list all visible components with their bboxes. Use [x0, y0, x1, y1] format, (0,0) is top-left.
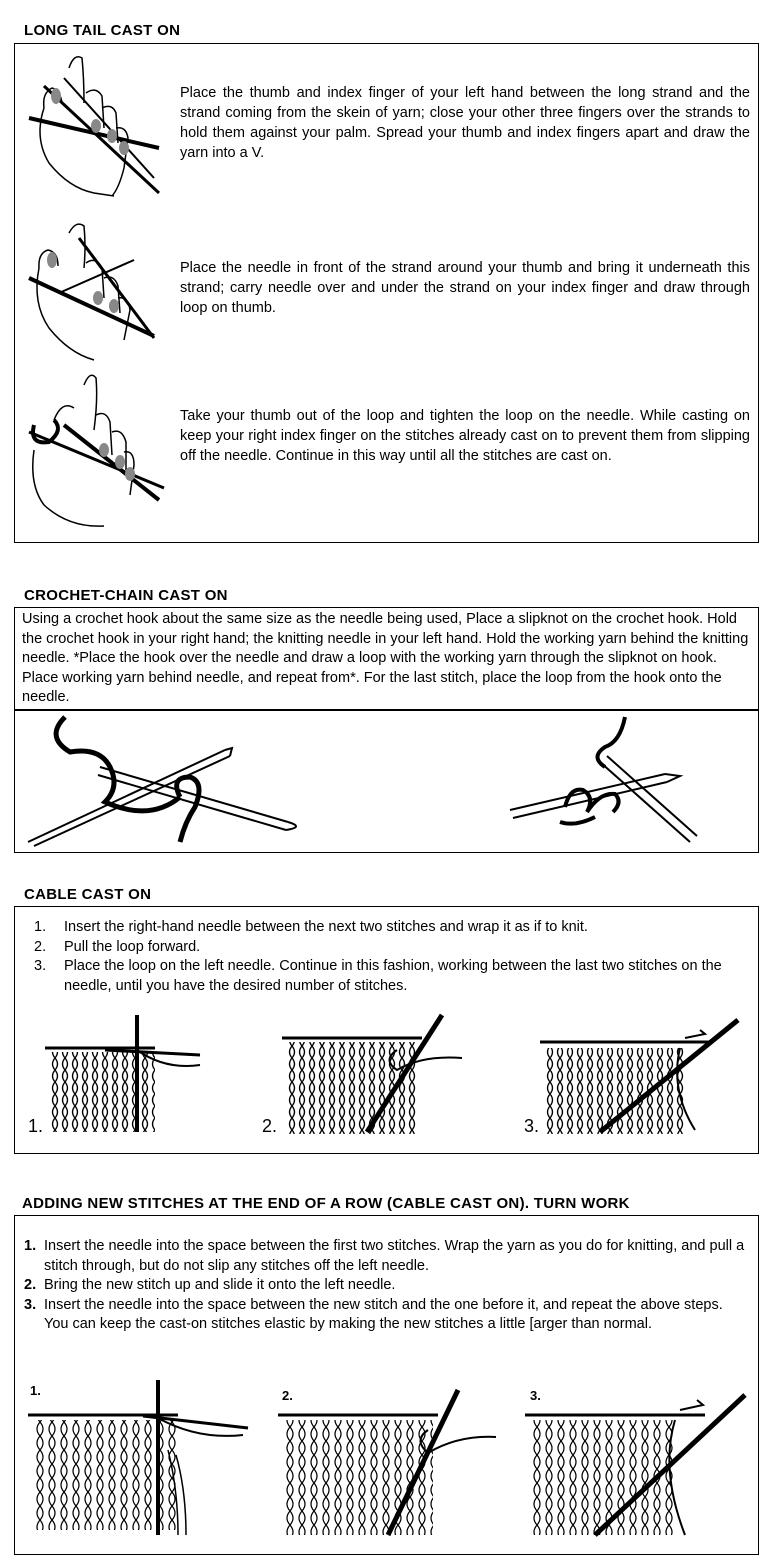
crochet-chain-illustration-1: [20, 712, 310, 850]
adding-figure-label-1: 1.: [30, 1383, 41, 1398]
list-item: [22, 918, 742, 938]
step-number: 1.: [34, 919, 47, 935]
step-text: Pull the loop forward.: [64, 938, 201, 955]
list-item: [24, 1237, 746, 1276]
crochet-chain-illustration-2: [505, 712, 705, 850]
adding-figure-1: [28, 1380, 253, 1540]
step-number: 3.: [24, 1296, 37, 1313]
list-item: [24, 1296, 746, 1335]
cable-figure-label-2: 2.: [262, 1116, 278, 1136]
hand-illustration-3: [24, 370, 169, 530]
step-number: 3.: [34, 958, 47, 974]
cable-steps-list: [22, 918, 742, 996]
adding-figure-label-2: 2.: [282, 1388, 293, 1403]
section-title-cable: CABLE CAST ON: [24, 886, 152, 903]
cable-figure-1: [25, 1010, 215, 1138]
list-item: [24, 1276, 746, 1296]
section-title-adding: ADDING NEW STITCHES AT THE END OF A ROW (CABLE CAST ON). TURN WORK: [22, 1195, 630, 1212]
adding-figure-label-3: 3.: [530, 1388, 541, 1403]
section-title-long-tail: LONG TAIL CAST ON: [24, 22, 181, 39]
long-tail-step-2: Place the needle in front of the strand around your thumb and bring it underneath this strand; carry needle over and under the strand on your index finger and draw through loop on thumb.: [180, 260, 750, 316]
adding-steps-list: [24, 1237, 746, 1335]
long-tail-step-3: Take your thumb out of the loop and tighten the loop on the needle. While casting on keep your right index finger on the stitches already cast on to prevent them from slipping off the needle. Continue in this way until all the stitches are cast on.: [180, 408, 750, 464]
cable-figure-label-3: 3.: [524, 1116, 540, 1136]
long-tail-step-1: Place the thumb and index finger of your left hand between the long strand and the strand coming from the skein of yarn; close your other three fingers over the strands to hold them against your palm. Spread your thumb and index fingers apart and draw the yarn into a V.: [180, 85, 750, 161]
cable-figure-label-1: 1.: [28, 1116, 44, 1136]
crochet-chain-instructions: Using a crochet hook about the same size as the needle being used, Place a slipknot on the crochet hook. Hold the crochet hook in your right hand; the knitting needle in your left hand. Hold the working yarn behind the knitting needle. *Place the hook over the needle and draw a loop with the working yarn through the slipknot on hook. Place working yarn behind needle, and repeat from*. For the last stitch, place the loop from the hook onto the needle.: [22, 611, 749, 705]
step-text: Bring the new stitch up and slide it onto the left needle.: [44, 1277, 396, 1293]
step-text: Insert the needle into the space between the new stitch and the one before it, and repeat the above steps. You can keep the cast-on stitches elastic by making the new stitches a little [arger than normal.: [44, 1296, 723, 1332]
cable-figure-3: [520, 1010, 745, 1138]
list-item: [22, 957, 742, 996]
step-number: 2.: [24, 1277, 37, 1293]
hand-illustration-2: [24, 218, 164, 363]
step-number: 1.: [24, 1238, 37, 1254]
adding-figure-2: [278, 1385, 503, 1540]
section-title-crochet-chain: CROCHET-CHAIN CAST ON: [24, 587, 228, 604]
step-text: Place the loop on the left needle. Continue in this fashion, working between the last two stitches on the needle, until you have the desired number of stitches.: [64, 958, 722, 994]
cable-figure-2: [262, 1010, 462, 1138]
step-number: 2.: [34, 938, 47, 955]
adding-figure-3: [525, 1385, 750, 1540]
step-text: Insert the right-hand needle between the next two stitches and wrap it as if to knit.: [64, 919, 588, 935]
step-text: Insert the needle into the space between the first two stitches. Wrap the yarn as you do for knitting, and pull a stitch through, but do not slip any stitches off the left needle.: [44, 1238, 745, 1274]
list-item: [22, 938, 742, 958]
hand-illustration-1: [24, 48, 164, 198]
